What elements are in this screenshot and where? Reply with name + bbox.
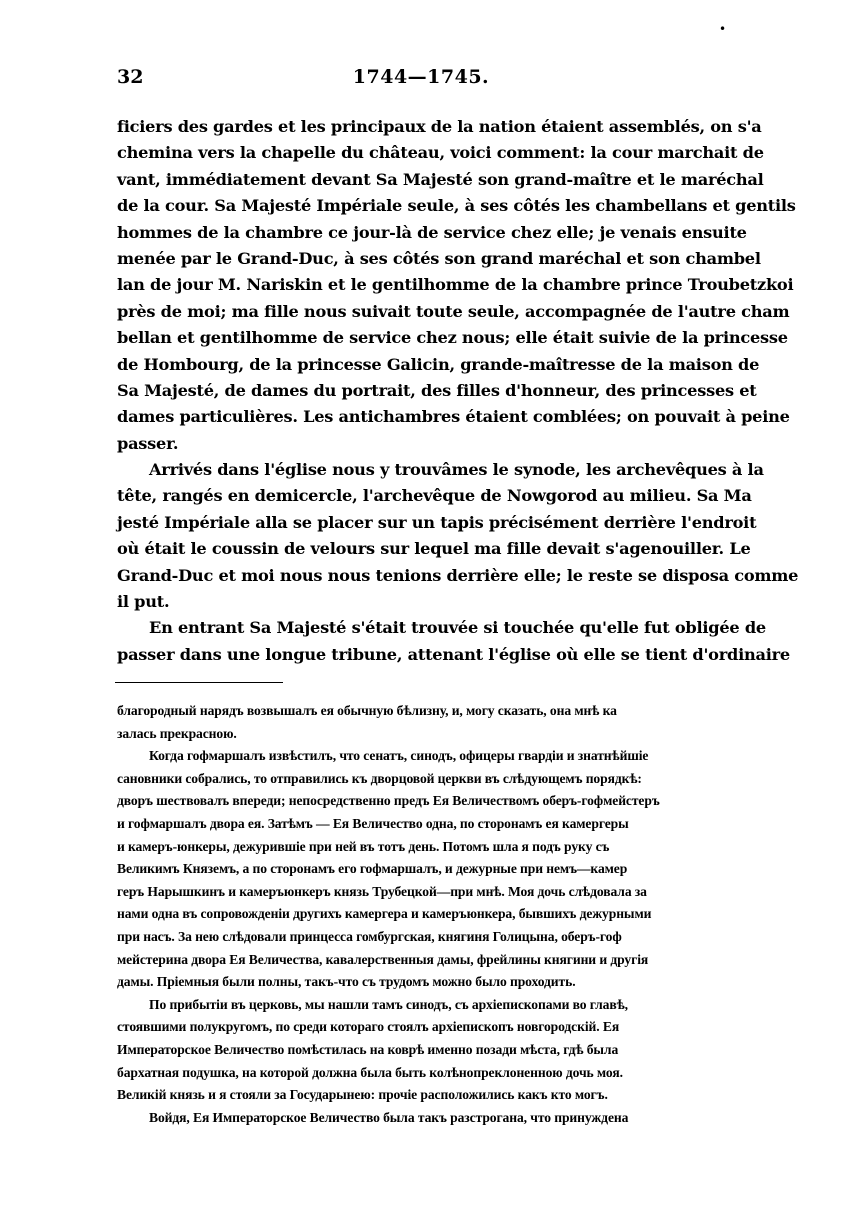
russian-text-line: дворъ шествовалъ впереди; непосредственно предъ Ея Величествомъ оберъ-гофмейстеръ [117,793,660,809]
french-text-line: Arrivés dans l'église nous y trouvâmes le synode, les archevêques à la [149,460,764,480]
french-text-line: jesté Impériale alla se placer sur un tapis précisément derrière l'endroit [117,512,757,532]
margin-mark: • [719,22,727,36]
french-text-line: En entrant Sa Majesté s'était trouvée si touchée qu'elle fut obligée de [149,618,766,638]
russian-text-line: По прибытіи въ церковь, мы нашли тамъ синодъ, съ архіепископами во главѣ, [149,996,628,1012]
page-number: 32 [117,66,144,88]
russian-text-line: стоявшими полукругомъ, по среди котораго стоялъ архіепископъ новгородскій. Ея [117,1019,620,1035]
french-text-line: vant, immédiatement devant Sa Majesté son grand-maître et le maréchal [117,169,764,189]
running-title: 1744—1745. [352,66,490,88]
russian-text-line: при насъ. За нею слѣдовали принцесса гомбургская, княгиня Голицына, оберъ-гоф [117,928,622,944]
french-text-line: tête, rangés en demicercle, l'archevêque de Nowgorod au milieu. Sa Ma [117,486,752,506]
french-text-line: passer. [117,433,179,453]
russian-text-line: залась прекрасною. [117,725,237,741]
french-text-line: de Hombourg, de la princesse Galicin, grande-maîtresse de la maison de [117,354,760,374]
russian-text-line: Когда гофмаршалъ извѣстилъ, что сенатъ, синодъ, офицеры гвардіи и знатнѣйшіе [149,748,649,764]
french-text-line: Grand-Duc et moi nous nous tenions derrière elle; le reste se disposa comme [117,565,799,585]
french-text-line: ficiers des gardes et les principaux de la nation étaient assemblés, on s'a [117,117,762,136]
russian-text-line: Великимъ Княземъ, а по сторонамъ его гофмаршалъ, и дежурные при немъ—камер [117,861,628,877]
russian-footnote-block [117,700,725,1129]
russian-text-line: и гофмаршалъ двора ея. Затѣмъ — Ея Величество одна, по сторонамъ ея камергеры [117,815,629,831]
russian-text-line: и камеръ-юнкеры, дежурившіе при ней въ тотъ день. Потомъ шла я подъ руку съ [117,838,610,854]
french-text-line: où était le coussin de velours sur lequel ma fille devait s'agenouiller. Le [117,539,751,559]
french-text-block [117,114,799,668]
french-text-line: menée par le Grand-Duc, à ses côtés son grand maréchal et son chambel [117,248,761,268]
french-text-line: hommes de la chambre ce jour-là de service chez elle; je venais ensuite [117,222,747,242]
page-header [117,66,725,92]
russian-text-line: дамы. Пріемныя были полны, такъ-что съ трудомъ можно было проходить. [117,974,576,990]
russian-text-line: Войдя, Ея Императорское Величество была такъ разстрогана, что принуждена [149,1109,629,1125]
french-text-line: dames particulières. Les antichambres étaient comblées; on pouvait à peine [117,407,790,427]
french-text-line: passer dans une longue tribune, attenant l'église où elle se tient d'ordinaire [117,644,790,664]
french-text-line: Sa Majesté, de dames du portrait, des filles d'honneur, des princesses et [117,380,757,400]
russian-text-line: бархатная подушка, на которой должна была быть колѣнопреклоненною дочь моя. [117,1064,623,1080]
french-text-line: chemina vers la chapelle du château, voici comment: la cour marchait de [117,143,764,163]
french-text-line: bellan et gentilhomme de service chez nous; elle était suivie de la princesse [117,328,788,348]
russian-text-line: благородный нарядъ возвышалъ ея обычную бѣлизну, и, могу сказать, она мнѣ ка [117,703,617,718]
french-text-line: de la cour. Sa Majesté Impériale seule, à ses côtés les chambellans et gentils [117,196,796,216]
french-text-line: il put. [117,592,170,612]
russian-text-line: сановники собрались, то отправились къ дворцовой церкви въ слѣдующемъ порядкѣ: [117,770,642,786]
russian-text-line: Великій князь и я стояли за Государынею: прочіе расположились какъ кто могъ. [117,1087,608,1103]
russian-text-line: Императорское Величество помѣстилась на коврѣ именно позади мѣста, гдѣ была [117,1041,619,1057]
russian-text-line: мейстерина двора Ея Величества, кавалерственныя дамы, фрейлины княгини и другія [117,951,649,967]
footnote-separator [115,682,283,683]
russian-text-line: геръ Нарышкинъ и камеръюнкеръ князь Трубецкой—при мнѣ. Моя дочь слѣдовала за [117,883,647,899]
french-text-line: lan de jour M. Nariskin et le gentilhomme de la chambre prince Troubetzkoi [117,275,794,295]
russian-text-line: нами одна въ сопровожденіи другихъ камергера и камеръюнкера, бывшихъ дежурными [117,906,652,922]
french-text-line: près de moi; ma fille nous suivait toute seule, accompagnée de l'autre cham [117,301,790,321]
